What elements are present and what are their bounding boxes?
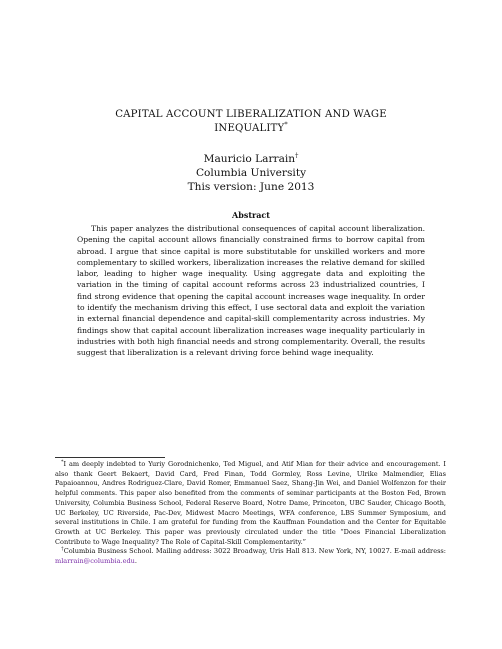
abstract-heading: Abstract (232, 210, 270, 220)
title-footnote-mark: * (284, 120, 288, 129)
footnote-rule (55, 457, 165, 458)
footnote-2-text: Columbia Business School. Mailing address: 3022 Broadway, Uris Hall 813. New York, NY, 10027. E-mail address: (63, 547, 446, 556)
footnote-1-mark: * (61, 458, 64, 465)
footnotes (55, 460, 446, 567)
title-line-2 (70, 122, 432, 136)
author-name-text: Mauricio Larrain (203, 153, 296, 165)
author-affiliation: Columbia University (195, 167, 307, 179)
abstract-body: This paper analyzes the distributional consequences of capital account liberalization. Opening the capital account allows financially constrained firms to borrow capital from abroad. I argue that since capital is more substitutable for unskilled workers and more complementary to skilled workers, liberalization increases the relative demand for skilled labor, leading to higher wage inequality. Using aggregate data and exploiting the variation in the timing of capital account reforms across 23 industrialized countries, I find strong evidence that opening the capital account increases wage inequality. In order to identify the mechanism driving this effect, I use sectoral data and exploit the variation in external financial dependence and capital-skill complementarity across industries. My findings show that capital account liberalization increases wage inequality particularly in industries with both high financial needs and strong complementarity. Overall, the results suggest that liberalization is a relevant driving force behind wage inequality. (77, 224, 425, 358)
author-name (100, 152, 402, 166)
version-date: This version: June 2013 (187, 181, 315, 193)
email-link[interactable]: mlarrain@columbia.edu (55, 557, 135, 566)
footnote-1-text: I am deeply indebted to Yuriy Gorodnichenko, Ted Miguel, and Atif Mian for their advice and encouragement. I also thank Geert Bekaert, David Card, Fred Finan, Todd Gormley, Ross Levine, Ulrike Malmendier, Elias Papaioannou, Andres Rodriguez-Clare, David Romer, Emmanuel Saez, Shang-Jin Wei, and Daniel Wolfenzon for their helpful comments. This paper also benefited from the comments of seminar participants at the Boston Fed, Brown University, Columbia Business School, Federal Reserve Board, Notre Dame, Princeton, UBC Sauder, Chicago Booth, UC Berkeley, UC Riverside, Pac-Dev, Midwest Macro Meetings, WFA conference, LBS Summer Symposium, and several institutions in Chile. I am grateful for funding from the Kauffman Foundation and the Center for Equitable Growth at UC Berkeley. This paper was previously circulated under the title “Does Financial Liberalization Contribute to Wage Inequality? The Role of Capital-Skill Complementarity.” (55, 460, 446, 546)
footnote-2-end: . (134, 557, 137, 566)
author-footnote-mark: † (295, 151, 299, 160)
paper-title (70, 108, 432, 136)
footnote-affiliation (55, 547, 446, 566)
author-block (100, 152, 402, 180)
footnote-acknowledgements (55, 460, 446, 547)
footnote-2-mark: † (61, 546, 64, 553)
title-line-2-text: INEQUALITY (214, 123, 285, 134)
title-line-1: CAPITAL ACCOUNT LIBERALIZATION AND WAGE (115, 109, 387, 120)
